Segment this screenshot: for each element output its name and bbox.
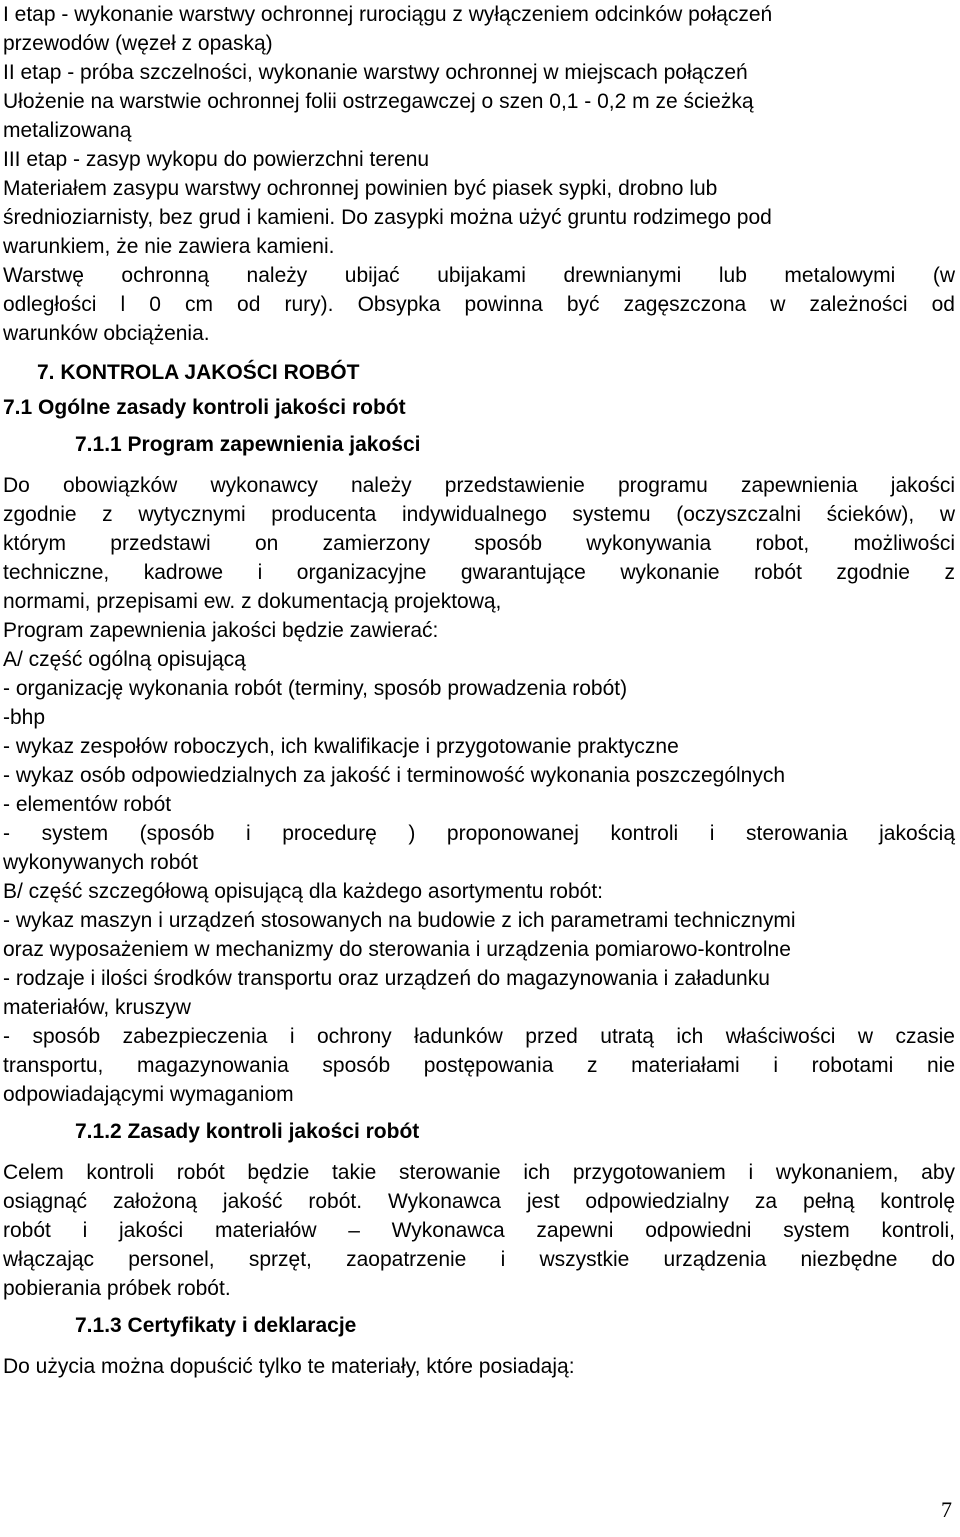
text-line: normami, przepisami ew. z dokumentacją projektową, xyxy=(3,590,502,613)
text-line: oraz wyposażeniem w mechanizmy do sterowania i urządzenia pomiarowo-kontrolne xyxy=(3,938,791,961)
text-line: włączając personel, sprzęt, zaopatrzenie i wszystkie urządzenia niezbędne do xyxy=(3,1248,955,1271)
paragraph-block-a xyxy=(3,0,955,348)
text-line: - organizację wykonania robót (terminy, sposób prowadzenia robót) xyxy=(3,677,628,700)
section-heading-7-1: 7.1 Ogólne zasady kontroli jakości robót xyxy=(3,396,406,419)
text-line: którym przedstawi on zamierzony sposób wykonywania robot, możliwości xyxy=(3,532,955,555)
paragraph-block-d xyxy=(3,1352,955,1381)
text-line: Ułożenie na warstwie ochronnej folii ostrzegawczej o szen 0,1 - 0,2 m ze ścieżką xyxy=(3,90,754,113)
text-line: III etap - zasyp wykopu do powierzchni terenu xyxy=(3,148,430,171)
text-line: materiałów, kruszyw xyxy=(3,996,191,1019)
text-line: II etap - próba szczelności, wykonanie warstwy ochronnej w miejscach połączeń xyxy=(3,61,748,84)
text-line: - system (sposób i procedurę ) proponowanej kontroli i sterowania jakością xyxy=(3,822,955,845)
text-line: średnioziarnisty, bez grud i kamieni. Do zasypki można użyć gruntu rodzimego pod xyxy=(3,206,772,229)
text-line: Warstwę ochronną należy ubijać ubijakami drewnianymi lub metalowymi (w xyxy=(3,264,955,287)
text-line: A/ część ogólną opisującą xyxy=(3,648,246,671)
section-heading-7: 7. KONTROLA JAKOŚCI ROBÓT xyxy=(37,361,360,384)
text-line: Program zapewnienia jakości będzie zawierać: xyxy=(3,619,439,642)
text-line: I etap - wykonanie warstwy ochronnej rurociągu z wyłączeniem odcinków połączeń xyxy=(3,3,773,26)
text-line: wykonywanych robót xyxy=(3,851,198,874)
section-heading-7-1-2: 7.1.2 Zasady kontroli jakości robót xyxy=(75,1120,420,1143)
text-line: - sposób zabezpieczenia i ochrony ładunków przed utratą ich właściwości w czasie xyxy=(3,1025,955,1048)
text-line: - wykaz zespołów roboczych, ich kwalifikacje i przygotowanie praktyczne xyxy=(3,735,679,758)
text-line: robót i jakości materiałów – Wykonawca zapewni odpowiedni system kontroli, xyxy=(3,1219,955,1242)
text-line: przewodów (węzeł z opaską) xyxy=(3,32,273,55)
text-line: Celem kontroli robót będzie takie sterowanie ich przygotowaniem i wykonaniem, aby xyxy=(3,1161,955,1184)
paragraph-block-c xyxy=(3,1158,955,1303)
text-line: pobierania próbek robót. xyxy=(3,1277,231,1300)
text-line: - elementów robót xyxy=(3,793,172,816)
paragraph-block-b xyxy=(3,471,955,1109)
document-page xyxy=(3,0,955,1381)
text-line: Do użycia można dopuścić tylko te materiały, które posiadają: xyxy=(3,1355,575,1378)
text-line: - wykaz maszyn i urządzeń stosowanych na budowie z ich parametrami technicznymi xyxy=(3,909,796,932)
text-line: osiągnąć założoną jakość robót. Wykonawca jest odpowiedzialny za pełną kontrolę xyxy=(3,1190,955,1213)
text-line: B/ część szczegółową opisującą dla każdego asortymentu robót: xyxy=(3,880,603,903)
text-line: Materiałem zasypu warstwy ochronnej powinien być piasek sypki, drobno lub xyxy=(3,177,718,200)
section-heading-7-1-1: 7.1.1 Program zapewnienia jakości xyxy=(75,433,421,456)
text-line: zgodnie z wytycznymi producenta indywidualnego systemu (oczyszczalni ścieków), w xyxy=(3,503,955,526)
text-line: - wykaz osób odpowiedzialnych za jakość i terminowość wykonania poszczególnych xyxy=(3,764,786,787)
page-number: 7 xyxy=(941,1497,952,1522)
section-heading-7-1-3: 7.1.3 Certyfikaty i deklaracje xyxy=(75,1314,357,1337)
text-line: odległości l 0 cm od rury). Obsypka powinna być zagęszczona w zależności od xyxy=(3,293,955,316)
text-line: odpowiadającymi wymaganiom xyxy=(3,1083,294,1106)
text-line: warunkiem, że nie zawiera kamieni. xyxy=(3,235,335,258)
text-line: metalizowaną xyxy=(3,119,132,142)
text-line: Do obowiązków wykonawcy należy przedstawienie programu zapewnienia jakości xyxy=(3,474,955,497)
text-line: transportu, magazynowania sposób postępowania z materiałami i robotami nie xyxy=(3,1054,955,1077)
text-line: -bhp xyxy=(3,706,46,729)
text-line: - rodzaje i ilości środków transportu oraz urządzeń do magazynowania i załadunku xyxy=(3,967,770,990)
text-line: techniczne, kadrowe i organizacyjne gwarantujące wykonanie robót zgodnie z xyxy=(3,561,955,584)
text-line: warunków obciążenia. xyxy=(3,322,210,345)
